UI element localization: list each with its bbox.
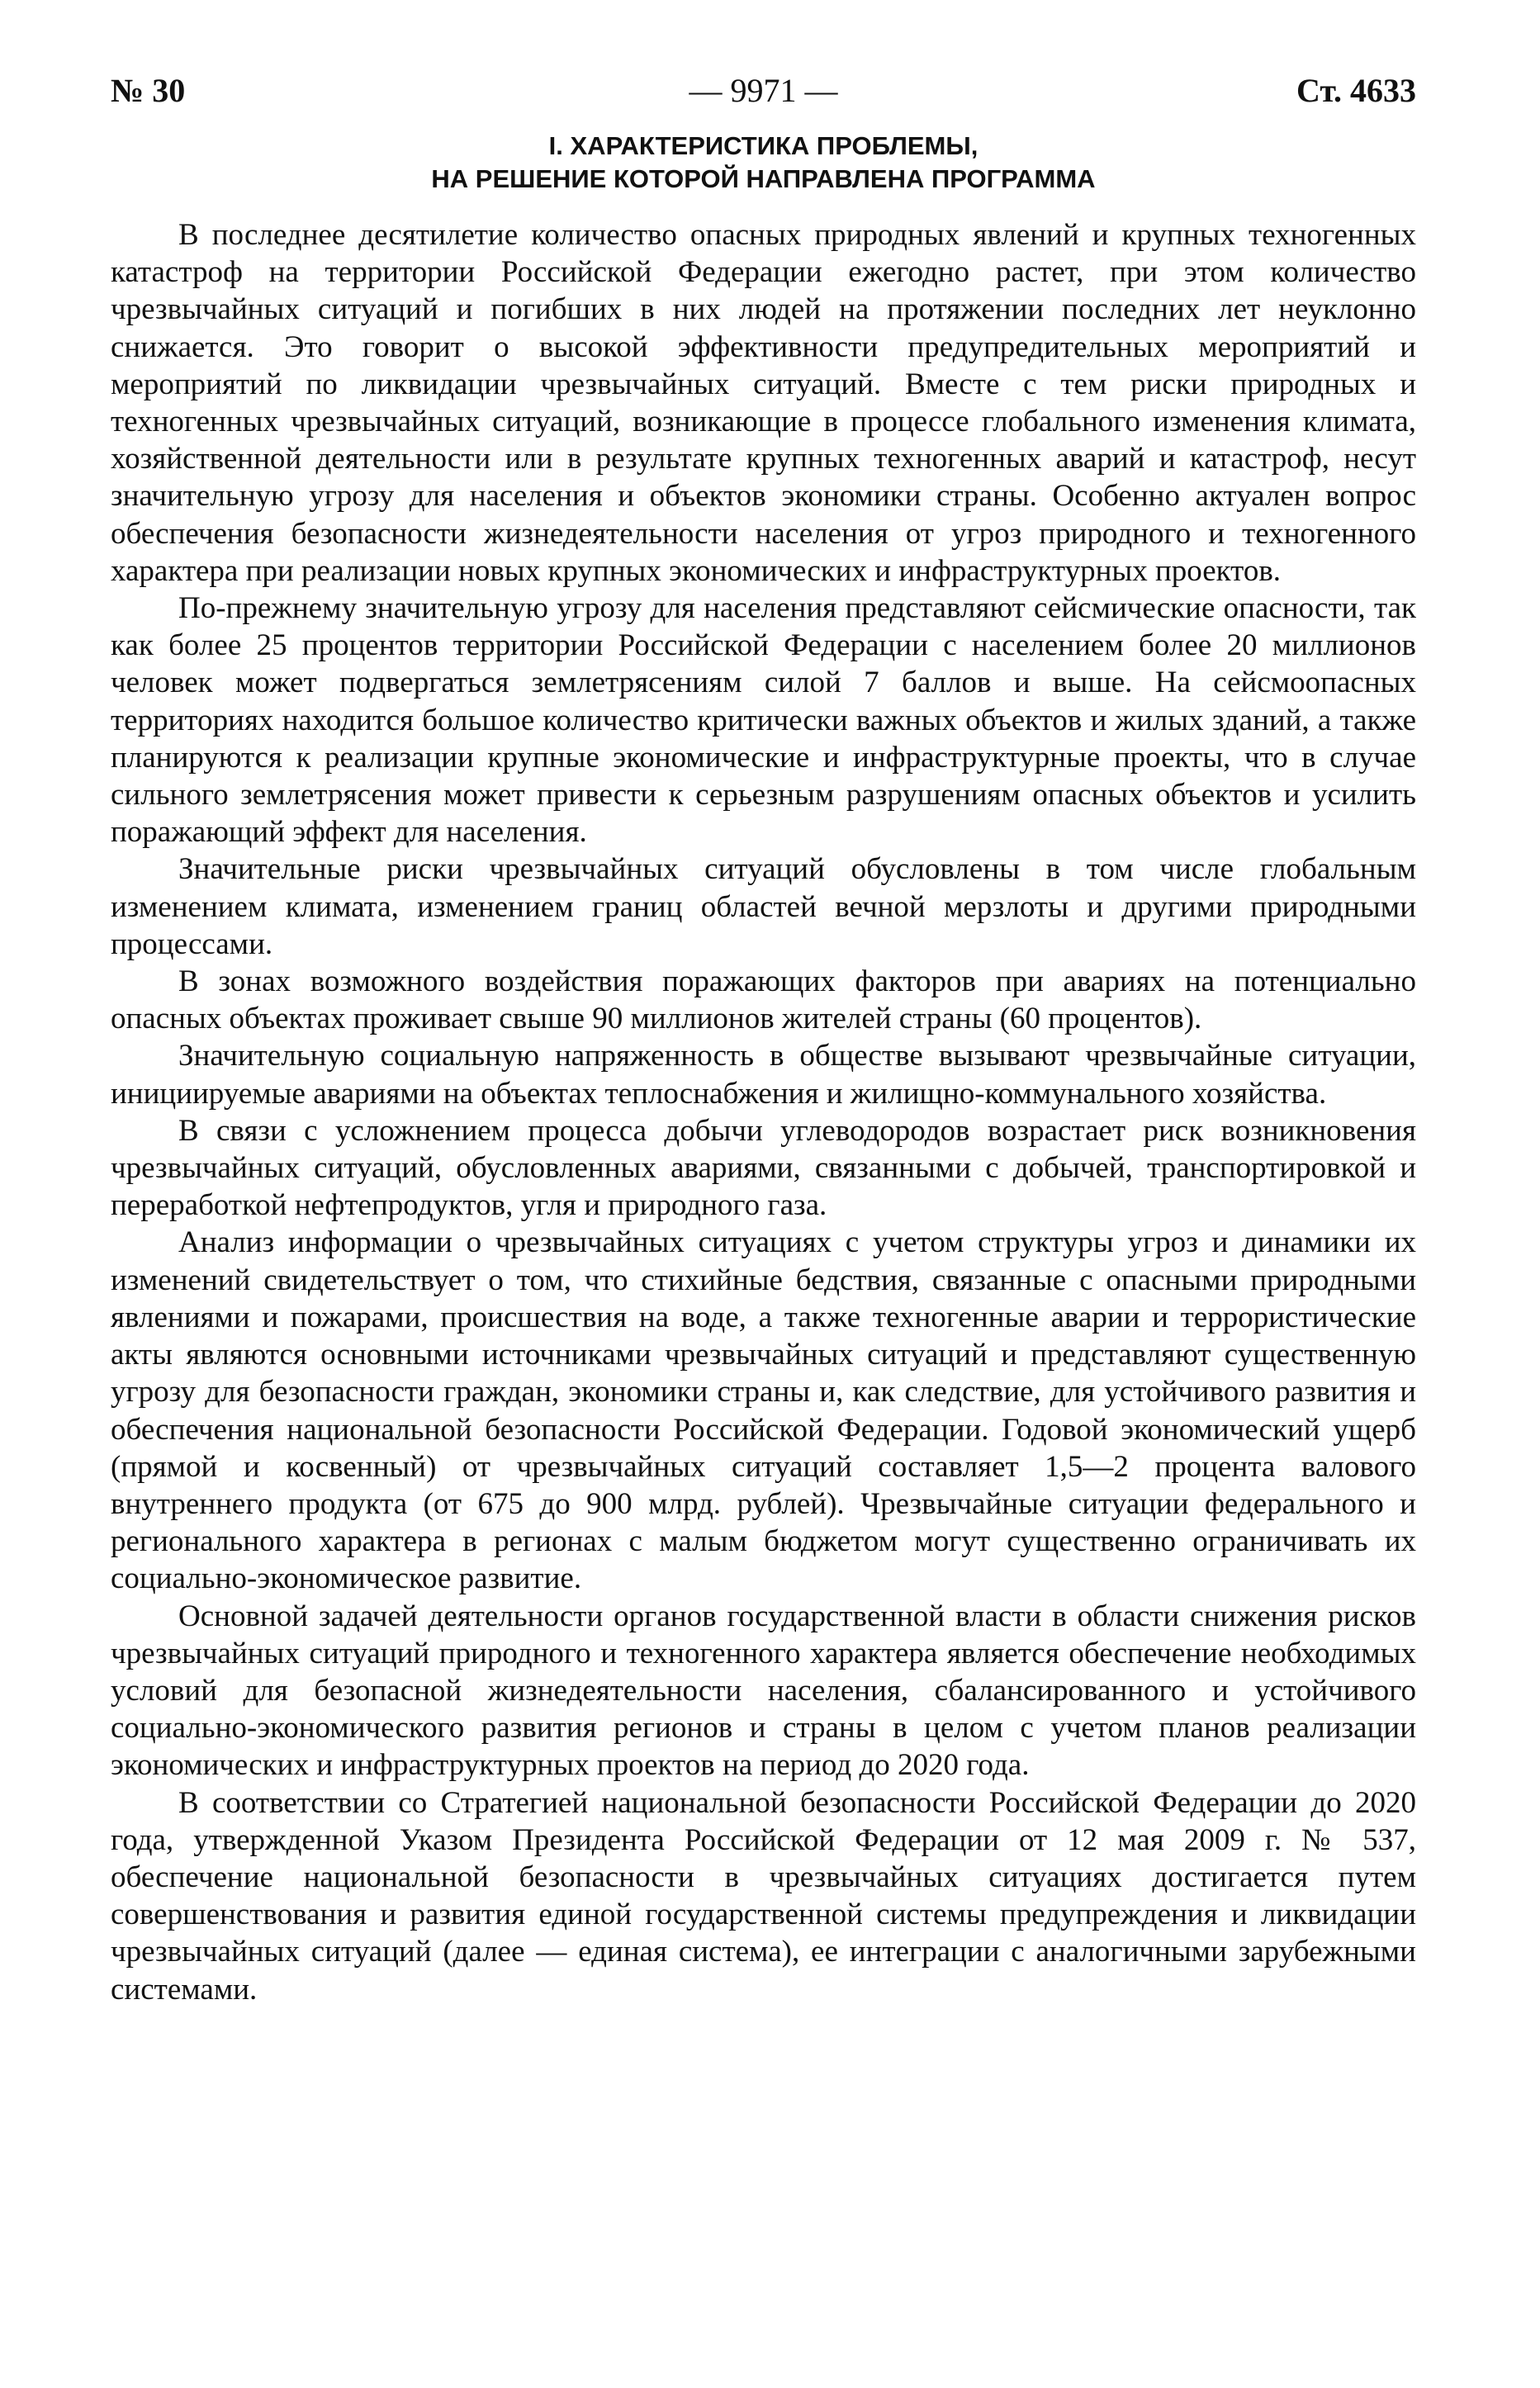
section-title-line-2: НА РЕШЕНИЕ КОТОРОЙ НАПРАВЛЕНА ПРОГРАММА (431, 164, 1096, 193)
paragraph: В последнее десятилетие количество опасных природных явлений и крупных техногенных катастроф на территории Российской Федерации ежегодно растет, при этом количество чрезвычайных ситуаций и погибших в них людей на протяжении последних лет неуклонно снижается. Это говорит о высокой эффективности предупредительных мероприятий и мероприятий по ликвидации чрезвычайных ситуаций. Вместе с тем риски природных и техногенных чрезвычайных ситуаций, возникающие в процессе глобального изменения климата, хозяйственной деятельности или в результате крупных техногенных аварий и катастроф, несут значительную угрозу для населения и объектов экономики страны. Особенно актуален вопрос обеспечения безопасности жизнедеятельности населения от угроз природного и техногенного характера при реализации новых крупных экономических и инфраструктурных проектов. (111, 218, 1416, 588)
section-title (111, 130, 1416, 196)
paragraph: По-прежнему значительную угрозу для населения представляют сейсмические опасности, так как более 25 процентов территории Российской Федерации с населением более 20 миллионов человек может подвергаться землетрясениям силой 7 баллов и выше. На сейсмоопасных территориях находится большое количество критически важных объектов и жилых зданий, а также планируются к реализации крупные экономические и инфраструктурные проекты, что в случае сильного землетрясения может привести к серьезным разрушениям опасных объектов и усилить поражающий эффект для населения. (111, 591, 1416, 850)
article-number: Ст. 4633 (1296, 72, 1416, 109)
section-title-line-1: I. ХАРАКТЕРИСТИКА ПРОБЛЕМЫ, (548, 131, 978, 160)
paragraph: В связи с усложнением процесса добычи углеводородов возрастает риск возникновения чрезвычайных ситуаций, обусловленных авариями, связанными с добычей, транспортировкой и переработкой нефтепродуктов, угля и природного газа. (111, 1113, 1416, 1223)
paragraph: Значительную социальную напряженность в обществе вызывают чрезвычайные ситуации, инициируемые авариями на объектах теплоснабжения и жилищно-коммунального хозяйства. (111, 1039, 1416, 1111)
paragraph: Значительные риски чрезвычайных ситуаций обусловлены в том числе глобальным изменением климата, изменением границ областей вечной мерзлоты и другими природными процессами. (111, 852, 1416, 961)
paragraph: Анализ информации о чрезвычайных ситуациях с учетом структуры угроз и динамики их изменений свидетельствует о том, что стихийные бедствия, связанные с опасными природными явлениями и пожарами, происшествия на воде, а также техногенные аварии и террористические акты являются основными источниками чрезвычайных ситуаций и представляют существенную угрозу для безопасности граждан, экономики страны и, как следствие, для устойчивого развития и обеспечения национальной безопасности Российской Федерации. Годовой экономический ущерб (прямой и косвенный) от чрезвычайных ситуаций составляет 1,5—2 процента валового внутреннего продукта (от 675 до 900 млрд. рублей). Чрезвычайные ситуации федерального и регионального характера в регионах с малым бюджетом могут существенно ограничивать их социально-экономическое развитие. (111, 1225, 1416, 1596)
paragraph: В соответствии со Стратегией национальной безопасности Российской Федерации до 2020 года, утвержденной Указом Президента Российской Федерации от 12 мая 2009 г. № 537, обеспечение национальной безопасности в чрезвычайных ситуациях достигается путем совершенствования и развития единой государственной системы предупреждения и ликвидации чрезвычайных ситуаций (далее — единая система), ее интеграции с аналогичными зарубежными системами. (111, 1785, 1416, 2007)
paragraph: В зонах возможного воздействия поражающих факторов при авариях на потенциально опасных объектах проживает свыше 90 миллионов жителей страны (60 процентов). (111, 964, 1416, 1036)
page-number: — 9971 — (689, 72, 838, 109)
paragraph: Основной задачей деятельности органов государственной власти в области снижения рисков чрезвычайных ситуаций природного и техногенного характера является обеспечение необходимых условий для безопасной жизнедеятельности населения, сбалансированного и устойчивого социально-экономического развития регионов и страны в целом с учетом планов реализации экономических и инфраструктурных проектов на период до 2020 года. (111, 1599, 1416, 1783)
issue-number: № 30 (111, 72, 186, 109)
document-body (111, 216, 1416, 2008)
page-header (111, 66, 1416, 116)
